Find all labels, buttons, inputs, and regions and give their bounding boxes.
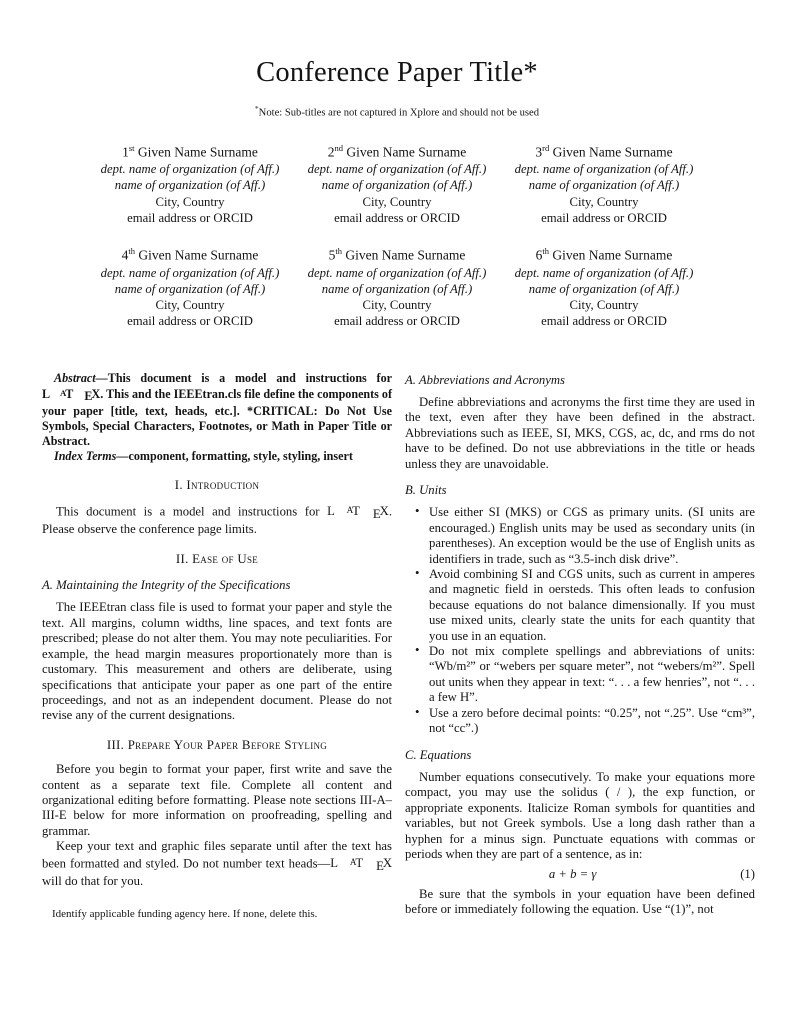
units-list-item: • Do not mix complete spellings and abbreviations of units: “Wb/m²” or “webers per square meter”, not “webers/m²”. Spell out units when they appear in text: “. . . a few henries”, not “. . . a few H”.	[429, 644, 755, 706]
equation-body: a + b = γ	[548, 867, 597, 882]
author-email: email address or ORCID	[541, 314, 667, 329]
author-block-5	[294, 243, 501, 330]
author-block-3	[501, 140, 708, 227]
author-city: City, Country	[362, 194, 432, 209]
author-dept: dept. name of organization (of Aff.)	[514, 265, 694, 280]
author-city: City, Country	[155, 298, 225, 313]
author-dept: dept. name of organization (of Aff.)	[307, 265, 487, 280]
title-note-mark: *	[254, 104, 259, 113]
author-city: City, Country	[362, 298, 432, 313]
author-email: email address or ORCID	[541, 210, 667, 225]
section-heading-prepare: III. Prepare Your Paper Before Styling	[106, 737, 328, 752]
units-list-item: • Use either SI (MKS) or CGS as primary units. (SI units are encouraged.) English units may be used as secondary units (in parentheses). An exception would be the use of English units as identifiers in trade, such as “3.5-inch disk drive”.	[429, 505, 755, 567]
equations-paragraph: Number equations consecutively. To make your equations more compact, you may use the solidus ( / ), the exp function, or appropriate exponents. Italicize Roman symbols for quantities and variables, but not Greek symbols. Use a long dash rather than a hyphen for a minus sign. Punctuate equations with commas or periods when they are part of a sentence, as in:	[405, 769, 755, 861]
author-block-1	[87, 140, 294, 227]
author-name: 5th Given Name Surname	[328, 246, 466, 263]
prepare-paragraph-1: Before you begin to format your paper, first write and save the content as a separate text file. Complete all content and organizational editing before formatting. Please note sections III-A–III-E below for more information on proofreading, spelling and grammar.	[42, 762, 392, 838]
author-email: email address or ORCID	[127, 210, 253, 225]
abstract-label: Abstract—	[54, 370, 108, 385]
author-org: name of organization (of Aff.)	[114, 281, 266, 296]
units-list	[405, 505, 755, 736]
author-dept: dept. name of organization (of Aff.)	[514, 162, 694, 177]
body-columns	[42, 371, 755, 922]
author-org: name of organization (of Aff.)	[321, 178, 473, 193]
index-terms-label: Index Terms—	[54, 449, 129, 464]
paper-title: Conference Paper Title*	[256, 57, 538, 88]
subsection-heading-units: B. Units	[405, 483, 447, 497]
author-name: 4th Given Name Surname	[121, 246, 259, 263]
author-block-4	[87, 243, 294, 330]
index-terms: Index Terms—component, formatting, style, styling, insert	[54, 449, 353, 464]
author-org: name of organization (of Aff.)	[114, 178, 266, 193]
author-dept: dept. name of organization (of Aff.)	[307, 162, 487, 177]
latex-logo: L AT EX	[42, 386, 101, 404]
section-heading-ease-of-use: II. Ease of Use	[175, 551, 259, 566]
author-city: City, Country	[155, 194, 225, 209]
author-city: City, Country	[569, 194, 639, 209]
left-column	[42, 371, 392, 922]
abbreviations-paragraph: Define abbreviations and acronyms the first time they are used in the text, even after they have been defined in the abstract. Abbreviations such as IEEE, SI, MKS, CGS, ac, dc, and rms do not have to be defined. Do not use abbreviations in the title or heads unless they are unavoidable.	[405, 394, 755, 471]
author-dept: dept. name of organization (of Aff.)	[100, 265, 280, 280]
author-org: name of organization (of Aff.)	[528, 178, 680, 193]
after-equation-paragraph: Be sure that the symbols in your equation have been defined before or immediately following the equation. Use “(1)”, not	[405, 886, 755, 917]
right-column	[405, 371, 755, 922]
abstract: Abstract—This document is a model and instructions for L AT EX. This and the IEEEtran.cls file define the components of your paper [title, text, heads, etc.]. *CRITICAL: Do Not Use Symbols, Special Characters, Footnotes, or Math in Paper Title or Abstract.	[42, 370, 392, 449]
latex-logo: L AT EX	[327, 504, 389, 521]
ease-paragraph: The IEEEtran class file is used to format your paper and style the text. All margins, column widths, line spaces, and text fonts are prescribed; please do not alter them. You may note peculiarities. For example, the head margin measures proportionately more than is customary. This measurement and others are deliberate, using specifications that anticipate your paper as one part of the entire proceedings, and not as an independent document. Please do not revise any of the current designations.	[42, 600, 392, 723]
funding-footnote: Identify applicable funding agency here. If none, delete this.	[52, 908, 318, 921]
author-name: 6th Given Name Surname	[535, 246, 673, 263]
author-name: 1st Given Name Surname	[122, 142, 258, 160]
author-org: name of organization (of Aff.)	[321, 281, 473, 296]
subsection-heading-integrity: A. Maintaining the Integrity of the Specifications	[42, 578, 291, 593]
author-row-1	[0, 140, 794, 227]
author-blocks	[0, 140, 794, 330]
author-dept: dept. name of organization (of Aff.)	[100, 162, 280, 177]
author-city: City, Country	[569, 298, 639, 313]
title-note	[0, 104, 794, 119]
section-heading-introduction: I. Introduction	[174, 478, 260, 493]
author-email: email address or ORCID	[334, 210, 460, 225]
author-block-6	[501, 243, 708, 330]
units-list-item: • Avoid combining SI and CGS units, such as current in amperes and magnetic field in oersteds. This often leads to confusion because equations do not balance dimensionally. If you must use mixed units, clearly state the units for each quantity that you use in an equation.	[429, 567, 755, 644]
intro-paragraph: This document is a model and instructions for L AT EX. Please observe the conference page limits.	[42, 504, 392, 537]
title-note-text: Note: Sub-titles are not captured in Xplore and should not be used	[258, 107, 540, 119]
author-email: email address or ORCID	[334, 314, 460, 329]
author-name: 3rd Given Name Surname	[535, 142, 673, 160]
author-block-2	[294, 140, 501, 227]
subsection-heading-equations: C. Equations	[405, 747, 472, 762]
prepare-paragraph-2: Keep your text and graphic files separate until after the text has been formatted and styled. Do not number text heads—L AT EX will do that for you.	[42, 839, 392, 889]
author-row-2	[0, 243, 794, 330]
author-name: 2nd Given Name Surname	[327, 142, 467, 160]
equation-number: (1)	[740, 867, 755, 882]
units-list-item: • Use a zero before decimal points: “0.25”, not “.25”. Use “cm³”, not “cc”.)	[429, 706, 755, 737]
subsection-heading-abbreviations: A. Abbreviations and Acronyms	[405, 372, 565, 387]
author-org: name of organization (of Aff.)	[528, 281, 680, 296]
latex-logo: L AT EX	[330, 855, 392, 873]
equation-1	[405, 867, 755, 882]
author-email: email address or ORCID	[127, 314, 253, 329]
